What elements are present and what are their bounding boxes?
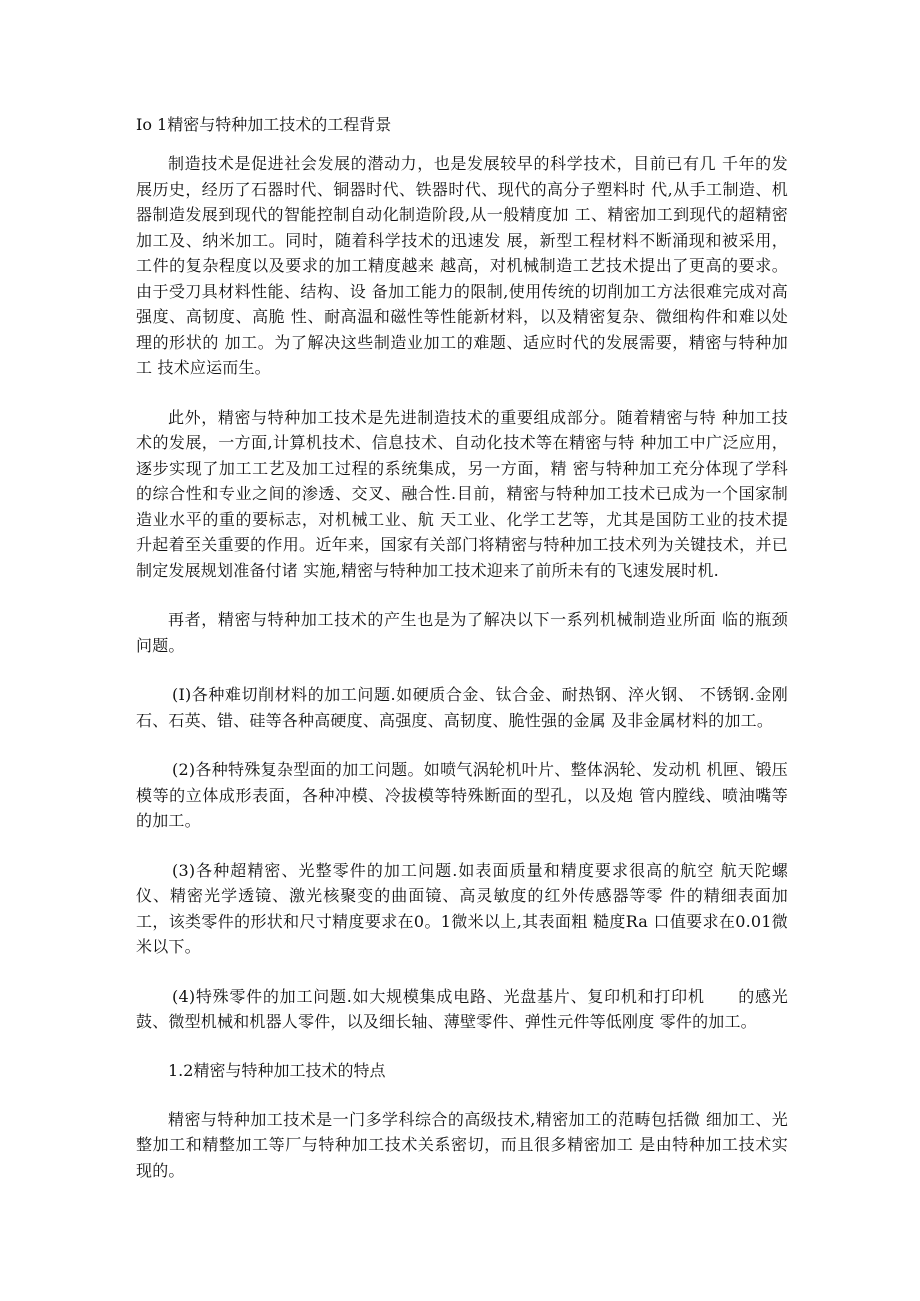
section-heading-1: Io 1精密与特种加工技术的工程背景 xyxy=(136,115,392,134)
list-item-ultra-precision: (3)各种超精密、光整零件的加工问题.如表面质量和精度要求很高的航空 航天陀螺仪、精密光学透镜、激光核聚变的曲面镜、高灵敏度的红外传感器等零 件的精细表面加工，该类零件的形状和尺寸精度要求在0。1微米以上,其表面粗 糙度Ra 口值要求在0.01微米以下。 xyxy=(136,860,788,956)
paragraph-background: 制造技术是促进社会发展的潜动力，也是发展较早的科学技术，目前已有几 千年的发展历史，经历了石器时代、铜器时代、铁器时代、现代的高分子塑料时 代,从手工制造、机器制造发展到现代的智能控制自动化制造阶段,从一般精度加 工、精密加工到现代的超精密加工及、纳米加工。同时，随着科学技术的迅速发 展，新型工程材料不断涌现和被采用，工件的复杂程度以及要求的加工精度越来 越高，对机械制造工艺技术提出了更高的要求。由于受刀具材料性能、结构、设 备加工能力的限制,使用传统的切削加工方法很难完成对高强度、高韧度、高脆 性、耐高温和磁性等性能新材料，以及精密复杂、微细构件和难以处理的形状的 加工。为了解决这些制造业加工的难题、适应时代的发展需要，精密与特种加工 技术应运而生。 xyxy=(136,154,788,377)
section-heading-2: 1.2精密与特种加工技术的特点 xyxy=(168,1060,386,1080)
paragraph-importance: 此外，精密与特种加工技术是先进制造技术的重要组成部分。随着精密与特 种加工技术的发展，一方面,计算机技术、信息技术、自动化技术等在精密与特 种加工中广泛应用，逐步实现了加工工艺及加工过程的系统集成，另一方面，精 密与特种加工充分体现了学科的综合性和专业之间的渗透、交叉、融合性.目前，精密与特种加工技术已成为一个国家制造业水平的重的要标志，对机械工业、航 天工业、化学工艺等，尤其是国防工业的技术提升起着至关重要的作用。近年来，国家有关部门将精密与特种加工技术列为关键技术，并已制定发展规划准备付诸 实施,精密与特种加工技术迎来了前所未有的飞速发展时机. xyxy=(136,407,788,580)
list-item-complex-surfaces: (2)各种特殊复杂型面的加工问题。如喷气涡轮机叶片、整体涡轮、发动机 机匣、锻压模等的立体成形表面，各种冲模、冷拔模等特殊断面的型孔，以及炮 管内膛线、喷油嘴等的加工。 xyxy=(136,760,788,830)
document-body xyxy=(136,113,788,1183)
paragraph-bottleneck-intro: 再者，精密与特种加工技术的产生也是为了解决以下一系列机械制造业所面 临的瓶颈问题。 xyxy=(136,610,788,655)
paragraph-characteristics: 精密与特种加工技术是一门多学科综合的高级技术,精密加工的范畴包括微 细加工、光整加工和精整加工等厂与特种加工技术关系密切，而且很多精密加工 是由特种加工技术实现的。 xyxy=(136,1109,788,1180)
list-item-difficult-materials: (I)各种难切削材料的加工问题.如硬质合金、钛合金、耐热钢、淬火钢、 不锈钢.金刚石、石英、错、硅等各种高硬度、高强度、高韧度、脆性强的金属 及非金属材料的加工。 xyxy=(136,685,788,730)
list-item-special-parts: (4)特殊零件的加工问题.如大规模集成电路、光盘基片、复印机和打印机 的感光鼓、微型机械和机器人零件，以及细长轴、薄壁零件、弹性元件等低刚度 零件的加工。 xyxy=(136,986,788,1031)
